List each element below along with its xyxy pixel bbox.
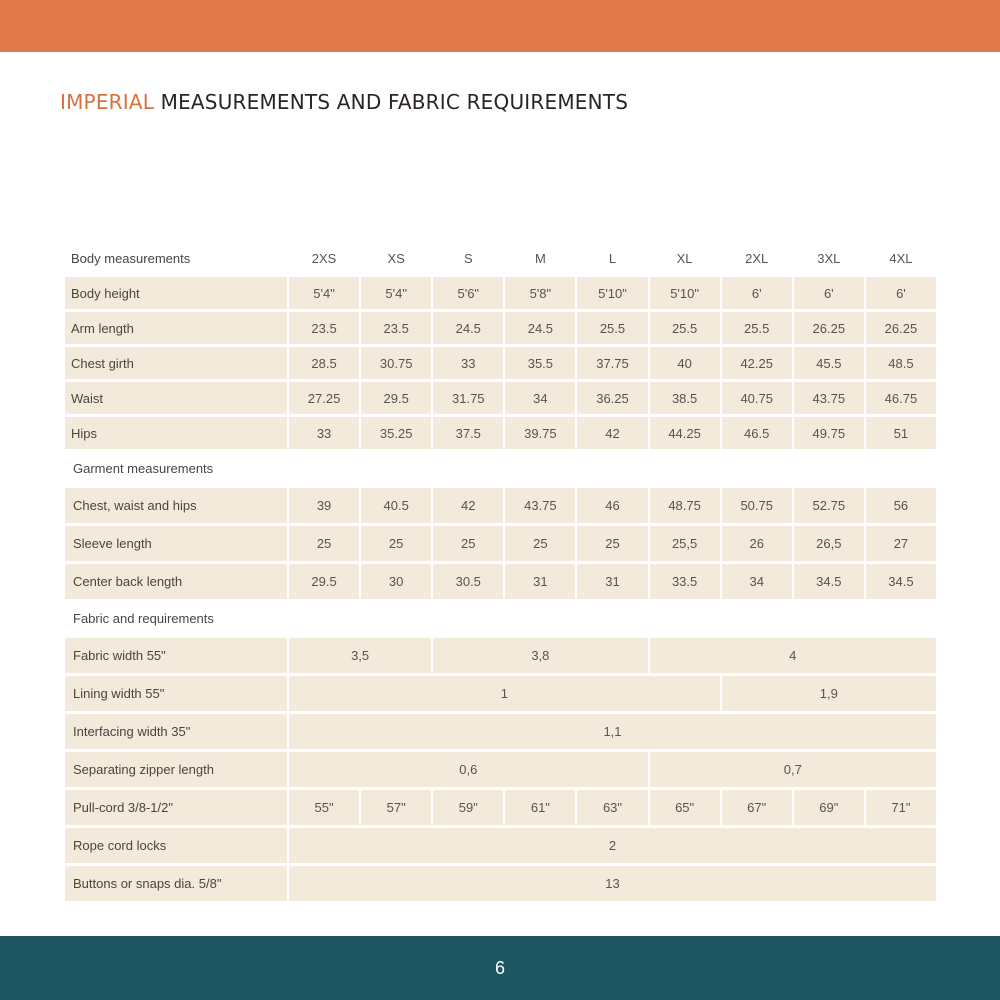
table-row (65, 866, 936, 901)
row-label: Body height (65, 277, 287, 309)
table-header-row (65, 242, 936, 274)
table-row (65, 417, 936, 449)
header-size: 2XL (745, 250, 769, 266)
table-cell: 71" (866, 790, 936, 825)
table-cell: 38.5 (650, 382, 720, 414)
section-heading: Garment measurements (73, 461, 214, 476)
title-accent: IMPERIAL (60, 90, 155, 114)
table-cell: 36.25 (577, 382, 647, 414)
table-cell: 23.5 (289, 312, 359, 344)
table-cell: 25.5 (577, 312, 647, 344)
table-cell: 6' (794, 277, 864, 309)
table-cell: 4 (650, 638, 936, 673)
table-cell: 1,1 (289, 714, 936, 749)
table-cell: 35.5 (505, 347, 575, 379)
table-cell: 55" (289, 790, 359, 825)
table-cell: 28.5 (289, 347, 359, 379)
table-cell: 5'4" (289, 277, 359, 309)
header-size: 3XL (817, 250, 841, 266)
table-cell: 69" (794, 790, 864, 825)
table-cell: 30 (361, 564, 431, 599)
table-row (65, 312, 936, 344)
table-row (65, 347, 936, 379)
row-label: Sleeve length (65, 526, 287, 561)
table-row (65, 277, 936, 309)
table-cell: 59" (433, 790, 503, 825)
table-cell: 25,5 (650, 526, 720, 561)
table-cell: 25 (289, 526, 359, 561)
row-label: Arm length (65, 312, 287, 344)
header-size: M (534, 250, 546, 266)
table-cell: 25.5 (650, 312, 720, 344)
header-size: XL (676, 250, 693, 266)
table-row (65, 714, 936, 749)
table-cell: 56 (866, 488, 936, 523)
table-cell: 6' (722, 277, 792, 309)
table-cell: 25.5 (722, 312, 792, 344)
page-title (60, 90, 628, 114)
table-cell: 67" (722, 790, 792, 825)
row-label: Hips (65, 417, 287, 449)
header-size: 2XS (311, 250, 337, 266)
table-cell: 34 (722, 564, 792, 599)
table-cell: 27.25 (289, 382, 359, 414)
section-row-garment (65, 452, 936, 485)
table-cell: 42 (577, 417, 647, 449)
page-number: 6 (494, 957, 505, 978)
table-cell: 31 (577, 564, 647, 599)
table-cell: 29.5 (289, 564, 359, 599)
row-label: Lining width 55" (65, 676, 287, 711)
row-label: Separating zipper length (65, 752, 287, 787)
header-size: L (608, 250, 617, 266)
table-row (65, 526, 936, 561)
table-cell: 39 (289, 488, 359, 523)
table-cell: 48.75 (650, 488, 720, 523)
table-cell: 25 (577, 526, 647, 561)
table-cell: 40.5 (361, 488, 431, 523)
measurements-table (63, 239, 938, 904)
table-row (65, 564, 936, 599)
table-cell: 34.5 (866, 564, 936, 599)
row-label: Center back length (65, 564, 287, 599)
table-cell: 40 (650, 347, 720, 379)
table-cell: 5'6" (433, 277, 503, 309)
title-rest: MEASUREMENTS AND FABRIC REQUIREMENTS (154, 90, 629, 114)
table-cell: 46.75 (866, 382, 936, 414)
row-label: Rope cord locks (65, 828, 287, 863)
table-cell: 30.75 (361, 347, 431, 379)
table-cell: 1,9 (722, 676, 936, 711)
section-heading: Fabric and requirements (73, 611, 214, 626)
table-cell: 25 (505, 526, 575, 561)
table-cell: 49.75 (794, 417, 864, 449)
row-label: Chest girth (65, 347, 287, 379)
header-size: S (463, 250, 473, 266)
table-row (65, 638, 936, 673)
table-cell: 3,8 (433, 638, 647, 673)
row-label: Fabric width 55" (65, 638, 287, 673)
table-cell: 44.25 (650, 417, 720, 449)
top-accent-bar (0, 0, 1000, 52)
table-cell: 3,5 (289, 638, 431, 673)
table-cell: 33.5 (650, 564, 720, 599)
table-cell: 26.25 (866, 312, 936, 344)
table-cell: 34.5 (794, 564, 864, 599)
table-cell: 65" (650, 790, 720, 825)
table-cell: 5'8" (505, 277, 575, 309)
table-cell: 6' (866, 277, 936, 309)
table-cell: 5'10" (650, 277, 720, 309)
header-label: Body measurements (71, 250, 191, 266)
table-cell: 46 (577, 488, 647, 523)
table-cell: 5'10" (577, 277, 647, 309)
table-row (65, 828, 936, 863)
table-cell: 2 (289, 828, 936, 863)
table-cell: 34 (505, 382, 575, 414)
table-cell: 26.25 (794, 312, 864, 344)
table-cell: 31.75 (433, 382, 503, 414)
table-row (65, 382, 936, 414)
row-label: Interfacing width 35" (65, 714, 287, 749)
table-cell: 30.5 (433, 564, 503, 599)
header-size: 4XL (889, 250, 913, 266)
table-cell: 52.75 (794, 488, 864, 523)
table-row (65, 676, 936, 711)
row-label: Chest, waist and hips (65, 488, 287, 523)
table-cell: 5'4" (361, 277, 431, 309)
table-cell: 31 (505, 564, 575, 599)
table-cell: 27 (866, 526, 936, 561)
table-cell: 48.5 (866, 347, 936, 379)
table-cell: 13 (289, 866, 936, 901)
table-cell: 43.75 (794, 382, 864, 414)
table-row (65, 488, 936, 523)
table-cell: 39.75 (505, 417, 575, 449)
table-row (65, 752, 936, 787)
table-cell: 35.25 (361, 417, 431, 449)
table-cell: 0,7 (650, 752, 936, 787)
table-cell: 46.5 (722, 417, 792, 449)
table-cell: 24.5 (505, 312, 575, 344)
row-label: Pull-cord 3/8-1/2" (65, 790, 287, 825)
table-row (65, 790, 936, 825)
row-label: Buttons or snaps dia. 5/8" (65, 866, 287, 901)
table-cell: 37.5 (433, 417, 503, 449)
table-cell: 29.5 (361, 382, 431, 414)
table-cell: 50.75 (722, 488, 792, 523)
header-size: XS (387, 250, 405, 266)
table-cell: 33 (289, 417, 359, 449)
table-cell: 25 (361, 526, 431, 561)
table-cell: 45.5 (794, 347, 864, 379)
table-cell: 63" (577, 790, 647, 825)
table-cell: 1 (289, 676, 720, 711)
table-cell: 37.75 (577, 347, 647, 379)
table-cell: 51 (866, 417, 936, 449)
table-cell: 26,5 (794, 526, 864, 561)
table-cell: 61" (505, 790, 575, 825)
table-cell: 42 (433, 488, 503, 523)
table-cell: 23.5 (361, 312, 431, 344)
table-cell: 26 (722, 526, 792, 561)
table-cell: 33 (433, 347, 503, 379)
footer-bar (0, 936, 1000, 1000)
table-cell: 40.75 (722, 382, 792, 414)
table-cell: 25 (433, 526, 503, 561)
table-cell: 57" (361, 790, 431, 825)
table-cell: 43.75 (505, 488, 575, 523)
row-label: Waist (65, 382, 287, 414)
table-cell: 42.25 (722, 347, 792, 379)
table-cell: 24.5 (433, 312, 503, 344)
section-row-fabric (65, 602, 936, 635)
table-cell: 0,6 (289, 752, 648, 787)
